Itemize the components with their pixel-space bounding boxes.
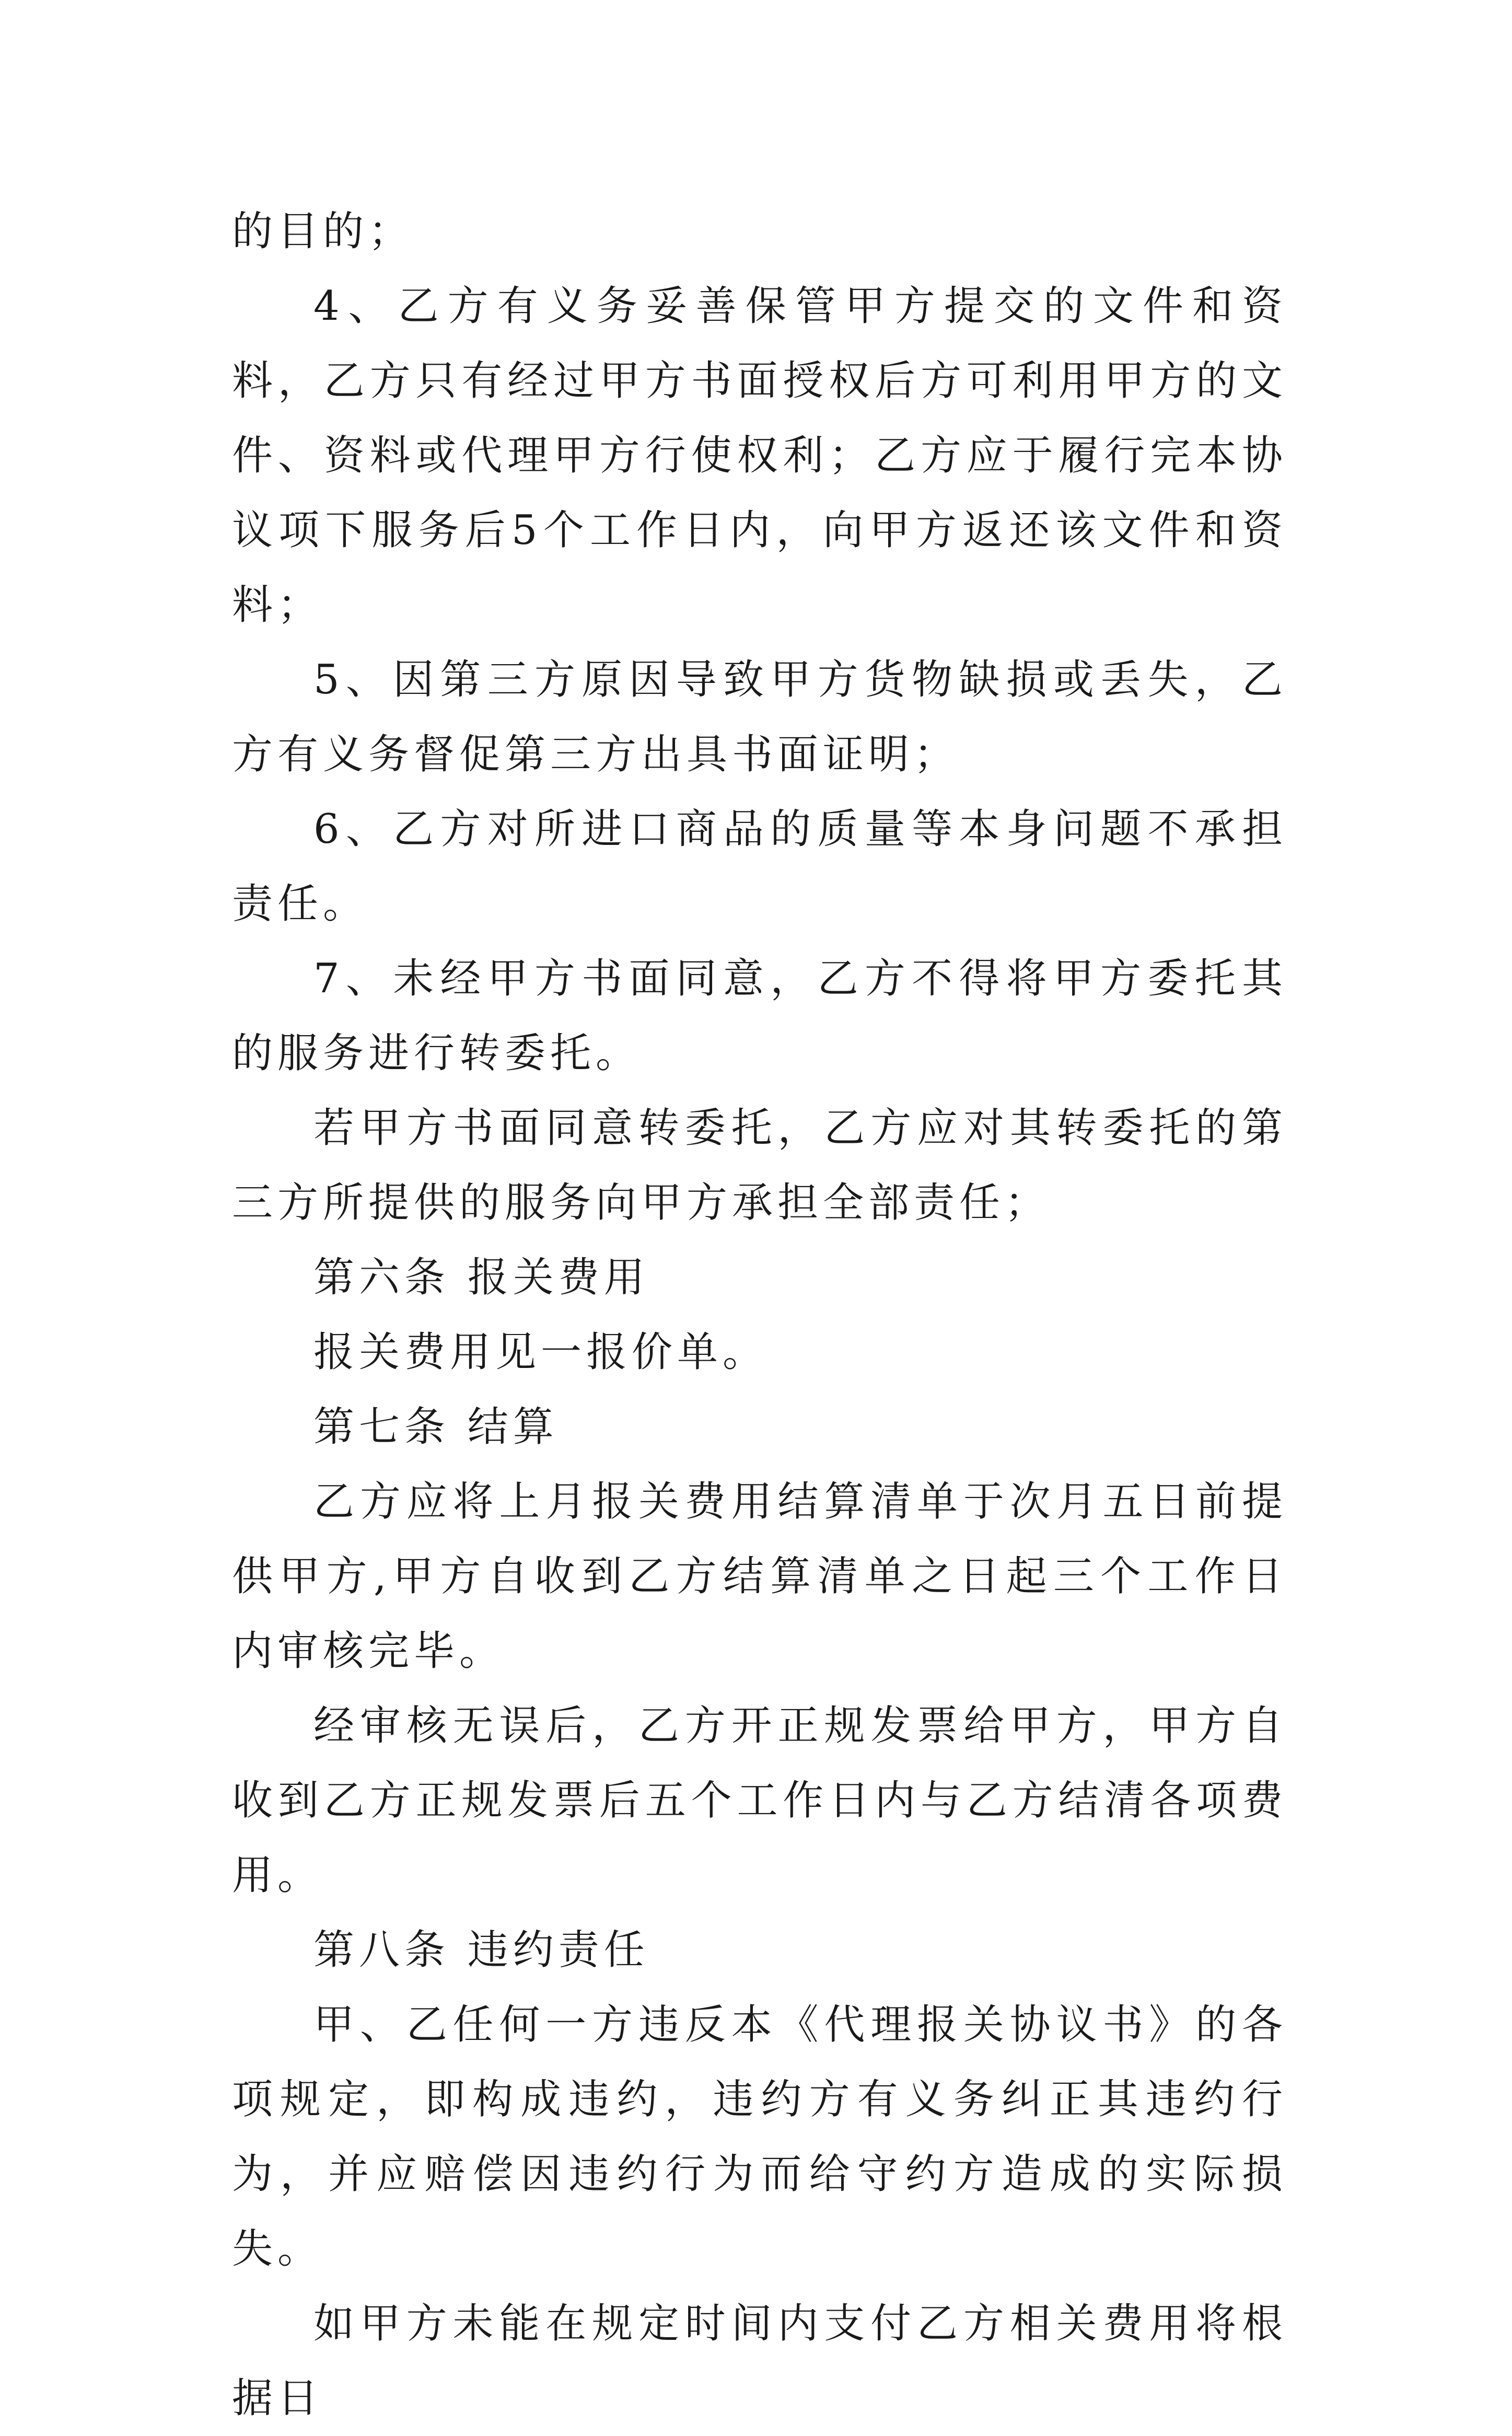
document-body xyxy=(232,194,1287,2436)
paragraph-subcontract: 若甲方书面同意转委托，乙方应对其转委托的第三方所提供的服务向甲方承担全部责任； xyxy=(232,1105,1287,1226)
heading-article-7: 第七条 结算 xyxy=(313,1403,559,1451)
heading-article-6: 第六条 报关费用 xyxy=(313,1254,649,1301)
paragraph-breach: 甲、乙任何一方违反本《代理报关协议书》的各项规定，即构成违约，违约方有义务纠正其违约行为，并应赔偿因违约行为而给守约方造成的实际损失。 xyxy=(232,2001,1287,2272)
heading-article-8: 第八条 违约责任 xyxy=(313,1927,649,1974)
paragraph-clause-4: 4、乙方有义务妥善保管甲方提交的文件和资料，乙方只有经过甲方书面授权后方可利用甲方的文件、资料或代理甲方行使权利；乙方应于履行完本协议项下服务后5个工作日内，向甲方返还该文件和资料； xyxy=(232,283,1287,629)
paragraph-fees: 报关费用见一报价单。 xyxy=(313,1329,769,1376)
paragraph-continuation: 的目的； xyxy=(232,208,414,255)
paragraph-settlement: 乙方应将上月报关费用结算清单于次月五日前提供甲方,甲方自收到乙方结算清单之日起三个工作日内审核完毕。 xyxy=(232,1478,1287,1675)
paragraph-clause-7: 7、未经甲方书面同意，乙方不得将甲方委托其的服务进行转委托。 xyxy=(232,955,1287,1077)
paragraph-invoice: 经审核无误后，乙方开正规发票给甲方，甲方自收到乙方正规发票后五个工作日内与乙方结清各项费用。 xyxy=(232,1702,1287,1899)
paragraph-clause-5: 5、因第三方原因导致甲方货物缺损或丢失，乙方有义务督促第三方出具书面证明； xyxy=(232,656,1287,778)
paragraph-late-payment: 如甲方未能在规定时间内支付乙方相关费用将根据日 xyxy=(232,2300,1287,2422)
paragraph-clause-6: 6、乙方对所进口商品的质量等本身问题不承担责任。 xyxy=(232,806,1287,927)
